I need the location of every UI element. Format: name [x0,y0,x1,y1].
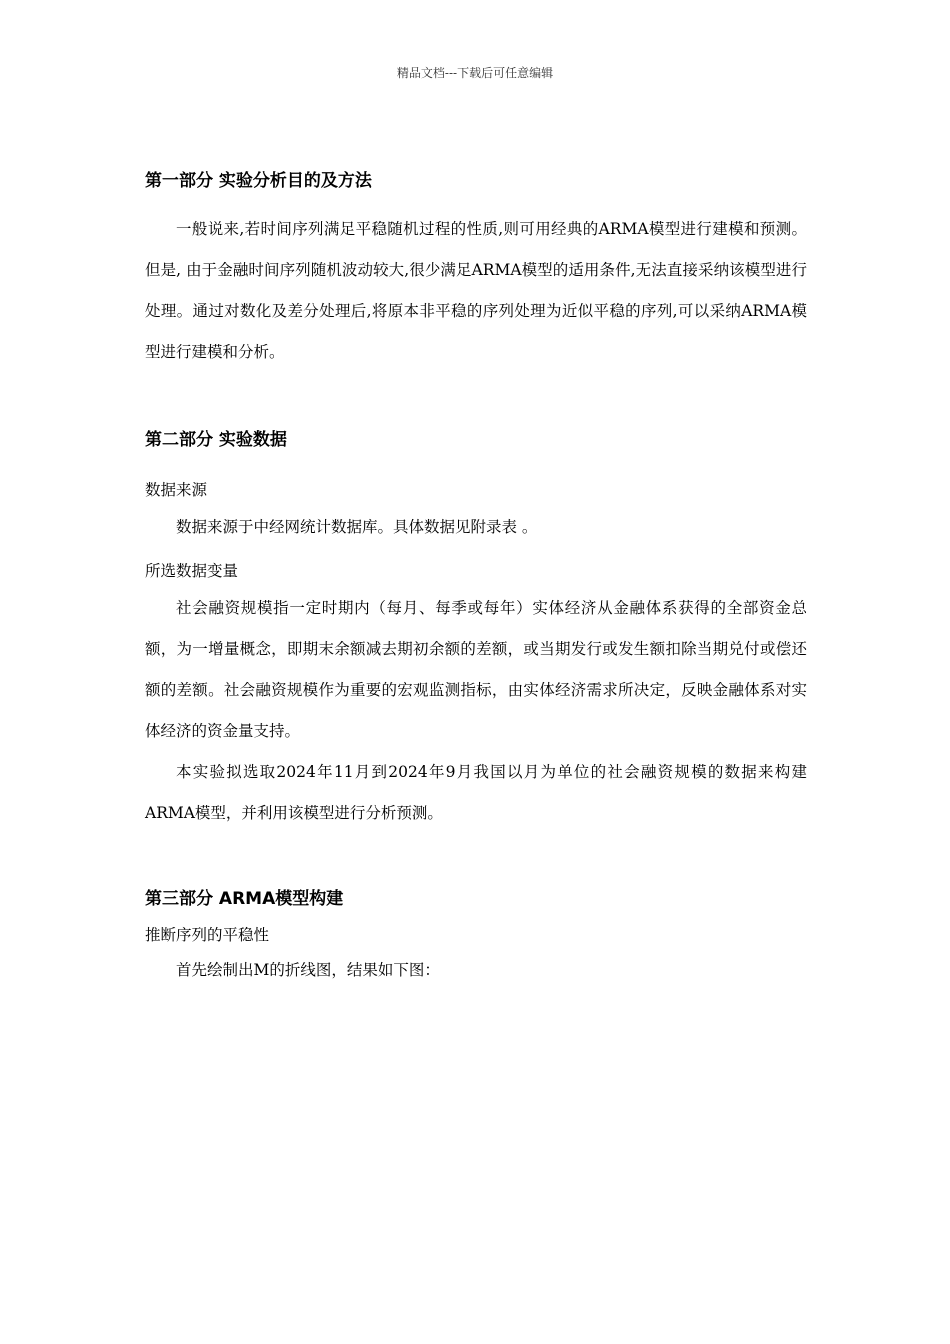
section-2-title: 第二部分 实验数据 [145,430,287,450]
section-3-subheading-stationarity: 推断序列的平稳性 [145,926,270,944]
section-2-paragraph-3: 本实验拟选取2024年11月到2024年9月我国以月为单位的社会融资规模的数据来构建ARMA模型，并利用该模型进行分析预测。 [145,763,807,822]
running-header: 精品文档---下载后可任意编辑 [396,66,554,80]
section-2-paragraph-1: 数据来源于中经网统计数据库。具体数据见附录表 。 [176,518,538,536]
section-1-title: 第一部分 实验分析目的及方法 [145,171,372,191]
section-3-title: 第三部分 ARMA模型构建 [145,889,344,909]
section-2-paragraph-2: 社会融资规模指一定时期内（每月、每季或每年）实体经济从金融体系获得的全部资金总额，为一增量概念，即期末余额减去期初余额的差额，或当期发行或发生额扣除当期兑付或偿还额的差额。社会融资规模作为重要的宏观监测指标，由实体经济需求所决定，反映金融体系对实体经济的资金量支持。 [145,599,807,740]
document-body [145,168,807,991]
section-2-subheading-data-source: 数据来源 [145,481,208,499]
section-1-paragraph-1: 一般说来,若时间序列满足平稳随机过程的性质,则可用经典的ARMA模型进行建模和预测。但是, 由于金融时间序列随机波动较大,很少满足ARMA模型的适用条件,无法直接采纳该模型进行处理。通过对数化及差分处理后,将原本非平稳的序列处理为近似平稳的序列,可以采纳ARMA模型进行建模和分析。 [145,220,807,361]
section-2-subheading-variables: 所选数据变量 [145,562,239,580]
section-3-paragraph-1: 首先绘制出M的折线图，结果如下图： [176,961,440,979]
